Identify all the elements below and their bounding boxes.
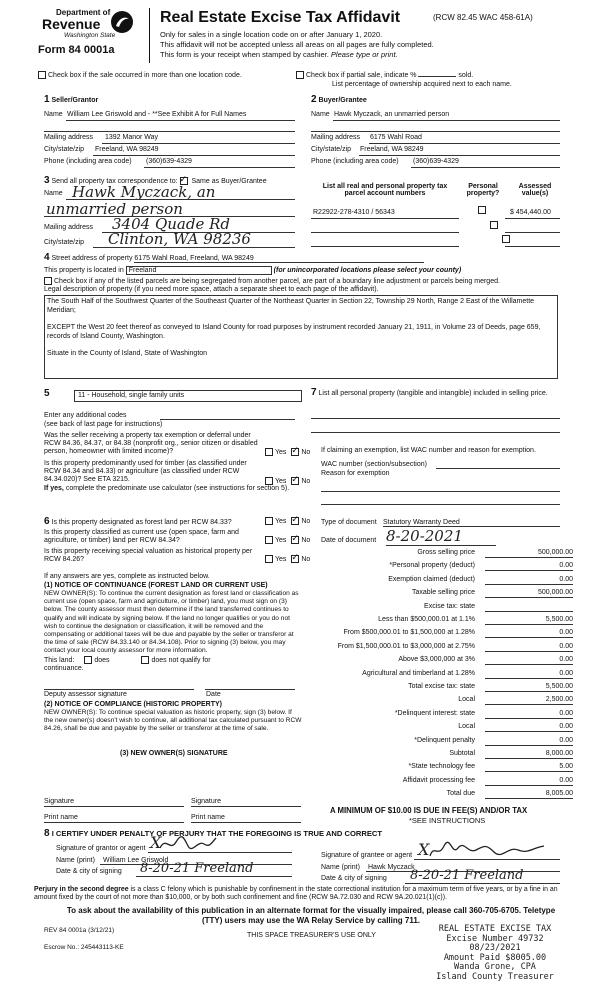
buyer-phone-line bbox=[411, 167, 560, 168]
forest-question-text: Is this property designated as forest land per RCW 84.33? bbox=[51, 519, 232, 526]
tax-row-label: From $1,500,000.01 to $3,000,000 at 2.75% bbox=[337, 642, 475, 650]
tax-row-value[interactable]: 0.00 bbox=[485, 777, 573, 786]
buyer-mailing-line bbox=[369, 143, 560, 144]
segregated-checkbox[interactable] bbox=[44, 277, 52, 285]
no-label: No bbox=[301, 555, 311, 563]
tax-row-label: *Delinquent penalty bbox=[414, 736, 475, 744]
wac-label: WAC number (section/subsection) bbox=[321, 461, 427, 468]
does-not-label: does not qualify for bbox=[151, 656, 211, 664]
grantee-sig-label: Signature of grantee or agent bbox=[321, 852, 413, 859]
located-in-label: This property is located in bbox=[44, 267, 124, 274]
personal-property-checkbox[interactable] bbox=[478, 206, 486, 214]
no-label: No bbox=[301, 536, 311, 544]
tax-row-label: Exemption claimed (deduct) bbox=[388, 575, 475, 583]
grantor-date-field[interactable]: 8-20-21 Freeland bbox=[140, 861, 254, 876]
seller-phone-label: Phone (including area code) bbox=[44, 158, 132, 165]
correspondence-label: Send all property tax correspondence to: bbox=[51, 178, 178, 185]
street-address-label: Street address of property bbox=[51, 255, 133, 262]
wac-line[interactable] bbox=[436, 468, 560, 469]
grantee-date-line bbox=[405, 883, 560, 884]
no-label: No bbox=[301, 448, 311, 456]
agency-line1: Department of bbox=[56, 8, 111, 17]
tax-row-value[interactable]: 0.00 bbox=[485, 643, 573, 652]
seller-mailing-line bbox=[102, 143, 295, 144]
owner-signature-label-2: Signature bbox=[191, 798, 221, 805]
personal-property-line-1[interactable] bbox=[311, 418, 560, 419]
doc-type-field[interactable]: Statutory Warranty Deed bbox=[383, 519, 560, 527]
section-4-street bbox=[44, 252, 424, 263]
exemption-no-checkbox[interactable] bbox=[291, 448, 299, 456]
header-note3 bbox=[160, 50, 398, 59]
tax-row-label: Agricultural and timberland at 1.28% bbox=[362, 669, 475, 677]
header-divider bbox=[149, 8, 150, 63]
owner-sig-line-2[interactable] bbox=[191, 806, 301, 807]
section-2-number: 2 bbox=[311, 94, 317, 105]
seller-mailing-field[interactable]: 1392 Manor Way bbox=[105, 134, 159, 141]
located-in-select[interactable]: Freeland bbox=[126, 266, 272, 275]
no-label: No bbox=[301, 517, 311, 525]
stamp-line-5: Wanda Grone, CPA bbox=[454, 962, 536, 973]
seller-phone-line bbox=[144, 167, 295, 168]
section-4-number: 4 bbox=[44, 252, 50, 263]
rev-number: REV 84 0001a (3/12/21) bbox=[44, 927, 115, 934]
segregated-check bbox=[44, 277, 500, 285]
historic-yes-checkbox[interactable] bbox=[265, 555, 273, 563]
deputy-date-label: Date bbox=[206, 691, 221, 698]
tax-row-value[interactable] bbox=[485, 603, 573, 612]
legal-paragraph-2: EXCEPT the West 20 feet thereof as conveyed to Island County for road purposes by instrument recorded January 21, 1911, in Volume 23 of Deeds, page 659, records of Island County, Washington. bbox=[47, 324, 541, 340]
notice1-text: NEW OWNER(S): To continue the current designation as forest land or classification as current use (open space, farm and agriculture, or timber) land, you must sign on (3) below. The county assessor must then determine if the land transferred continues to qualify and will indicate by signing below. If the land no longer qualifies or you do not wish to continue the designation or classification, it will be removed and the compensating or additional taxes will be due and payable by the seller or transferor at the time of sale (RCW 84.33.140 or 84.34.108). Prior to signing (3) below, you may contact your local county assessor for more information. bbox=[44, 590, 299, 655]
historic-yes-no bbox=[265, 555, 310, 563]
owner-signature-label-1: Signature bbox=[44, 798, 74, 805]
perjury-text: is a class C felony which is punishable by confinement in the state correctional institution for a maximum term of five years, or by a fine in an amount fixed by the court of not more than $10,000, or by both such confinement and fine (RCW 9A.72.030 and RCW 9A.20.021(1)(c)). bbox=[34, 886, 558, 901]
tax-row-value[interactable]: 0.00 bbox=[485, 737, 573, 746]
tax-row-label: Affidavit processing fee bbox=[402, 776, 475, 784]
seller-phone-field[interactable]: (360)639-4329 bbox=[146, 158, 192, 165]
tax-row-label: Local bbox=[458, 696, 475, 704]
same-as-buyer-label: Same as Buyer/Grantee bbox=[191, 178, 267, 185]
continuance-label: continuance. bbox=[44, 665, 84, 672]
tax-row-value[interactable]: 0.00 bbox=[485, 723, 573, 732]
exemption-question: Was the seller receiving a property tax exemption or deferral under RCW 84.36, 84.37, or 84.38 (nonprofit org., senior citizen or disabled person, homeowner with limited income)? bbox=[44, 432, 258, 455]
section-1-number: 1 bbox=[44, 94, 50, 105]
reason-line-2[interactable] bbox=[321, 504, 560, 505]
form-number: Form 84 0001a bbox=[38, 44, 115, 56]
assessed-header: Assessed value(s) bbox=[518, 183, 552, 197]
tax-row-label: *Delinquent interest: state bbox=[394, 709, 475, 717]
corr-mailing-field[interactable]: 3404 Quade Rd bbox=[112, 215, 230, 233]
parcel-line-2 bbox=[311, 232, 459, 233]
partial-sale-check[interactable] bbox=[296, 71, 473, 79]
does-label: does bbox=[94, 656, 110, 664]
buyer-phone-field[interactable]: (360)639-4329 bbox=[413, 158, 459, 165]
buyer-name-label: Name bbox=[311, 111, 330, 118]
grantee-name-label: Name (print) bbox=[321, 864, 360, 871]
personal-property-label: List all personal property (tangible and intangible) included in selling price. bbox=[318, 390, 548, 397]
owner-print-line-2[interactable] bbox=[191, 822, 301, 823]
personal-header: Personal property? bbox=[466, 183, 500, 197]
personal-property-checkbox-3[interactable] bbox=[502, 235, 510, 243]
notice1-title: (1) NOTICE OF CONTINUANCE (FOREST LAND OR CURRENT USE) bbox=[44, 582, 268, 589]
seller-mailing-label: Mailing address bbox=[44, 134, 94, 141]
form-title: Real Estate Excise Tax Affidavit bbox=[160, 9, 401, 26]
assessed-value[interactable]: $ 454,440.00 bbox=[510, 209, 551, 216]
this-land-label: This land: bbox=[44, 656, 75, 664]
grantee-date-label: Date & city of signing bbox=[321, 875, 387, 882]
does-not-checkbox[interactable] bbox=[141, 656, 149, 664]
section-6-number: 6 bbox=[44, 516, 50, 527]
checkbox[interactable] bbox=[296, 71, 304, 79]
parcel-line-1 bbox=[311, 218, 459, 219]
buyer-heading-label: Buyer/Grantee bbox=[318, 97, 367, 104]
agency-line3: Washington State bbox=[64, 32, 116, 39]
deputy-date-line[interactable] bbox=[205, 689, 295, 690]
timber-note-bold: If yes, bbox=[44, 485, 64, 492]
buyer-heading bbox=[311, 94, 367, 105]
located-in-row bbox=[44, 266, 461, 275]
yes-label: Yes bbox=[275, 517, 287, 525]
tax-row-label: Excise tax: state bbox=[424, 602, 475, 610]
assessed-line-3 bbox=[505, 246, 560, 247]
tax-row-value[interactable]: 8,005.00 bbox=[485, 790, 573, 799]
grantor-sig-label: Signature of grantor or agent bbox=[56, 845, 146, 852]
use-code-select[interactable]: 11 - Household, single family units bbox=[74, 390, 302, 402]
perjury-bold: Perjury in the second degree bbox=[34, 886, 129, 893]
grantee-name-field[interactable]: Hawk Myczack bbox=[368, 864, 415, 871]
partial-sale-label: Check box if partial sale, indicate % bbox=[306, 71, 417, 79]
additional-codes-note: (see back of last page for instructions) bbox=[44, 421, 163, 428]
personal-property-line-2[interactable] bbox=[311, 432, 560, 433]
tax-row-label: Local bbox=[458, 723, 475, 731]
seller-name-field[interactable]: William Lee Griswold and - **See Exhibit A for Full Names bbox=[67, 111, 247, 118]
minimum-fee-note: A MINIMUM OF $10.00 IS DUE IN FEE(S) AND/OR TAX bbox=[330, 806, 528, 815]
legal-description-box[interactable] bbox=[44, 295, 558, 379]
corr-name-label: Name bbox=[44, 190, 63, 197]
seller-city-field[interactable]: Freeland, WA 98249 bbox=[95, 146, 159, 153]
tax-row-label: *Personal property (deduct) bbox=[389, 562, 475, 570]
exemption-yes-checkbox[interactable] bbox=[265, 448, 273, 456]
doc-date-field[interactable]: 8-20-2021 bbox=[386, 527, 496, 546]
additional-codes-label: Enter any additional codes bbox=[44, 412, 127, 419]
owner-print-line-1[interactable] bbox=[44, 822, 184, 823]
corr-name-line1[interactable]: Hawk Myczack, an bbox=[72, 183, 216, 201]
grantor-sig-line bbox=[148, 852, 292, 853]
stamp-line-2: Excise Number 49732 bbox=[446, 933, 544, 944]
forest-question bbox=[44, 516, 232, 527]
exemption-note: If claiming an exemption, list WAC number and reason for exemption. bbox=[321, 447, 536, 454]
partial-pct-field[interactable] bbox=[418, 76, 456, 77]
buyer-name-field[interactable]: Hawk Myczack, an unmarried person bbox=[334, 111, 450, 118]
header-note1: Only for sales in a single location code on or after January 1, 2020. bbox=[160, 30, 383, 39]
legal-label: Legal description of property (if you need more space, attach a separate sheet to each page of the affidavit). bbox=[44, 286, 379, 293]
stamp-line-1: REAL ESTATE EXCISE TAX bbox=[438, 924, 552, 934]
current-use-yes-checkbox[interactable] bbox=[265, 536, 273, 544]
current-use-yes-no bbox=[265, 536, 310, 544]
yes-label: Yes bbox=[275, 448, 287, 456]
multi-location-check[interactable] bbox=[38, 71, 242, 79]
forest-yes-no bbox=[265, 517, 310, 525]
list-pct-note: List percentage of ownership acquired next to each name. bbox=[332, 81, 512, 88]
legal-paragraph-1: The South Half of the Southwest Quarter of the Southeast Quarter of the Northeast Quarter in Section 22, Township 29 North, Range 2 East of the Willamette Meridian; bbox=[47, 298, 535, 314]
tax-row-value[interactable]: 0.00 bbox=[485, 656, 573, 665]
header-note3-text: This form is your receipt when stamped by cashier. bbox=[160, 50, 329, 59]
perjury-notice bbox=[34, 886, 564, 902]
revenue-logo-icon bbox=[110, 10, 134, 34]
corr-city-line bbox=[93, 247, 295, 248]
corr-city-label: City/state/zip bbox=[44, 239, 85, 246]
header-note2: This affidavit will not be accepted unless all areas on all pages are fully completed. bbox=[160, 40, 434, 49]
treasurer-only: THIS SPACE TREASURER'S USE ONLY bbox=[247, 932, 376, 939]
owner-sig-line-1[interactable] bbox=[44, 806, 184, 807]
section-3-number: 3 bbox=[44, 175, 50, 186]
seller-city-label: City/state/zip bbox=[44, 146, 85, 153]
tax-row-label: *State technology fee bbox=[408, 763, 475, 771]
grantor-name-field[interactable]: William Lee Griswold bbox=[103, 857, 169, 864]
no-label: No bbox=[301, 477, 311, 485]
tax-row-value[interactable]: 0.00 bbox=[485, 576, 573, 585]
corr-city-field[interactable]: Clinton, WA 98236 bbox=[108, 230, 251, 248]
current-use-no-checkbox[interactable] bbox=[291, 536, 299, 544]
grantee-date-field[interactable]: 8-20-21 Freeland bbox=[410, 868, 524, 883]
reason-line-1[interactable] bbox=[321, 491, 560, 492]
corr-name-line2[interactable]: unmarried person bbox=[46, 200, 183, 218]
alt-format-notice: To ask about the availability of this publication in an alternate format for the visually impaired, please call 360-705-6705. Teletype (TTY) users may use the WA Relay Service by calling 711. bbox=[66, 906, 556, 925]
doc-type-label: Type of document bbox=[321, 519, 377, 526]
exemption-yes-no bbox=[265, 448, 310, 456]
sold-label: sold. bbox=[458, 71, 474, 79]
timber-yes-no bbox=[265, 477, 310, 485]
tax-row-label: From $500,000.01 to $1,500,000 at 1.28% bbox=[343, 629, 475, 637]
tax-row-label: Total due bbox=[446, 790, 475, 798]
seller-city-line bbox=[93, 155, 295, 156]
buyer-name-line bbox=[333, 120, 560, 121]
owner-print-label-2: Print name bbox=[191, 814, 225, 821]
buyer-mailing-field[interactable]: 6175 Wahl Road bbox=[370, 134, 422, 141]
stamp-line-6: Island County Treasurer bbox=[436, 971, 554, 982]
legal-paragraph-3: Situate in the County of Island, State of Washington bbox=[47, 350, 208, 357]
timber-note bbox=[44, 485, 294, 493]
segregated-label: Check box if any of the listed parcels are being segregated from another parcel, are part of a boundary line adjustment or parcels being merged. bbox=[54, 277, 500, 285]
tax-row-value[interactable]: 0.00 bbox=[485, 629, 573, 638]
tax-row-value[interactable]: 2,500.00 bbox=[485, 696, 573, 705]
historic-question: Is this property receiving special valuation as historical property per RCW 84.26? bbox=[44, 548, 253, 563]
buyer-phone-label: Phone (including area code) bbox=[311, 158, 399, 165]
form-rcw: (RCW 82.45 WAC 458-61A) bbox=[433, 13, 533, 22]
checkbox[interactable] bbox=[38, 71, 46, 79]
parcel-header: List all real and personal property tax parcel account numbers bbox=[322, 183, 448, 197]
new-owner-sig-title: (3) NEW OWNER(S) SIGNATURE bbox=[120, 750, 228, 757]
current-use-question: Is this property classified as current use (open space, farm and agriculture, or timber) land per RCW 84.34? bbox=[44, 529, 239, 544]
parcel-number[interactable]: R22922-278-4310 / 56343 bbox=[313, 209, 395, 216]
certify-text: I CERTIFY UNDER PENALTY OF PERJURY THAT THE FOREGOING IS TRUE AND CORRECT bbox=[51, 829, 383, 838]
multi-location-label: Check box if the sale occurred in more than one location code. bbox=[48, 71, 242, 79]
doc-date-label: Date of document bbox=[321, 537, 377, 544]
tax-row-label: Subtotal bbox=[449, 750, 475, 757]
header-note3-emphasis: Please type or print. bbox=[330, 50, 398, 59]
buyer-mailing-label: Mailing address bbox=[311, 134, 361, 141]
street-address-field[interactable]: 6175 Wahl Road, Freeland, WA 98249 bbox=[134, 255, 424, 263]
tax-row-value[interactable]: 5.00 bbox=[485, 763, 573, 772]
tax-row-value[interactable]: 500,000.00 bbox=[485, 589, 573, 598]
seller-name-label: Name bbox=[44, 111, 63, 118]
grantee-signature[interactable]: X bbox=[418, 840, 430, 859]
forest-no-checkbox[interactable] bbox=[291, 517, 299, 525]
tax-row-value[interactable]: 5,500.00 bbox=[485, 616, 573, 625]
corr-mailing-label: Mailing address bbox=[44, 224, 94, 231]
tax-row-value[interactable]: 500,000.00 bbox=[485, 549, 573, 558]
grantee-sig-line bbox=[414, 859, 560, 860]
stamp-line-4: Amount Paid $8005.00 bbox=[443, 952, 547, 963]
section-7 bbox=[311, 388, 561, 398]
timber-yes-checkbox[interactable] bbox=[265, 477, 273, 485]
tax-row-label: Total excise tax: state bbox=[408, 683, 475, 690]
notice2-title: (2) NOTICE OF COMPLIANCE (HISTORIC PROPERTY) bbox=[44, 701, 222, 708]
section-5-number: 5 bbox=[44, 388, 50, 399]
unincorporated-note: (for unincorporated locations please select your county) bbox=[273, 267, 462, 274]
if-yes-note: If any answers are yes, complete as instructed below. bbox=[44, 573, 210, 580]
assessed-line-2 bbox=[505, 232, 560, 233]
forest-yes-checkbox[interactable] bbox=[265, 517, 273, 525]
buyer-name-line-2 bbox=[311, 131, 560, 132]
historic-no-checkbox[interactable] bbox=[291, 555, 299, 563]
tax-row-value[interactable]: 0.00 bbox=[485, 670, 573, 679]
seller-name-line bbox=[66, 120, 295, 121]
timber-note-text: complete the predominate use calculator (see instructions for section 5). bbox=[65, 485, 290, 492]
grantor-date-line bbox=[136, 876, 292, 877]
yes-label: Yes bbox=[275, 536, 287, 544]
tax-row-value[interactable]: 0.00 bbox=[485, 562, 573, 571]
escrow-number: Escrow No.: 245443113-KE bbox=[44, 944, 124, 951]
grantor-name-label: Name (print) bbox=[56, 857, 95, 864]
seller-heading-label: Seller/Grantor bbox=[51, 97, 99, 104]
seller-name-line-2 bbox=[44, 131, 295, 132]
seller-heading bbox=[44, 94, 98, 105]
yes-label: Yes bbox=[275, 555, 287, 563]
tax-row-label: Taxable selling price bbox=[411, 589, 475, 597]
grantor-signature[interactable]: X bbox=[150, 833, 162, 852]
grantor-date-label: Date & city of signing bbox=[56, 868, 122, 875]
buyer-city-label: City/state/zip bbox=[311, 146, 352, 153]
owner-print-label-1: Print name bbox=[44, 814, 78, 821]
tax-row-label: Less than $500,000.01 at 1.1% bbox=[378, 616, 475, 623]
notice2-text: NEW OWNER(S): To continue special valuation as historic property, sign (3) below. If the new owner(s) doesn't wish to continue, all additional tax calculated pursuant to RCW 84.26, shall be due and payable by the seller or transferor at the time of sale. bbox=[44, 709, 302, 733]
reason-label: Reason for exemption bbox=[321, 470, 390, 477]
timber-question: Is this property predominantly used for timber (as classified under RCW 84.34 and 84.33) or agriculture (as classified under RCW 84.34.020)? See ETA 3215. bbox=[44, 460, 247, 483]
stamp-line-3: 08/23/2021 bbox=[469, 943, 521, 954]
tax-row-value[interactable]: 8,000.00 bbox=[485, 750, 573, 759]
treasurer-stamp bbox=[420, 925, 570, 983]
additional-codes-line[interactable] bbox=[160, 419, 295, 420]
timber-no-checkbox[interactable] bbox=[291, 477, 299, 485]
parcel-line-3 bbox=[311, 246, 459, 247]
tax-row-value[interactable]: 0.00 bbox=[485, 710, 573, 719]
yes-label: Yes bbox=[275, 477, 287, 485]
see-instructions: *SEE INSTRUCTIONS bbox=[409, 816, 486, 825]
does-checkbox[interactable] bbox=[84, 656, 92, 664]
tax-row-label: Above $3,000,000 at 3% bbox=[398, 656, 475, 664]
assessed-line-1 bbox=[505, 218, 560, 219]
grantor-signature-scrawl bbox=[158, 834, 218, 854]
buyer-city-line bbox=[359, 155, 560, 156]
deputy-sig-label: Deputy assessor signature bbox=[44, 691, 127, 698]
tax-row-label: Gross selling price bbox=[417, 549, 475, 556]
section-8-number: 8 bbox=[44, 828, 50, 839]
this-land-row bbox=[44, 656, 211, 664]
deputy-sig-line[interactable] bbox=[44, 689, 194, 690]
tax-row-value[interactable]: 5,500.00 bbox=[485, 683, 573, 692]
personal-property-checkbox-2[interactable] bbox=[490, 221, 498, 229]
agency-line2: Revenue bbox=[42, 16, 101, 32]
buyer-city-field[interactable]: Freeland, WA 98249 bbox=[360, 146, 424, 153]
section-7-number: 7 bbox=[311, 387, 317, 398]
